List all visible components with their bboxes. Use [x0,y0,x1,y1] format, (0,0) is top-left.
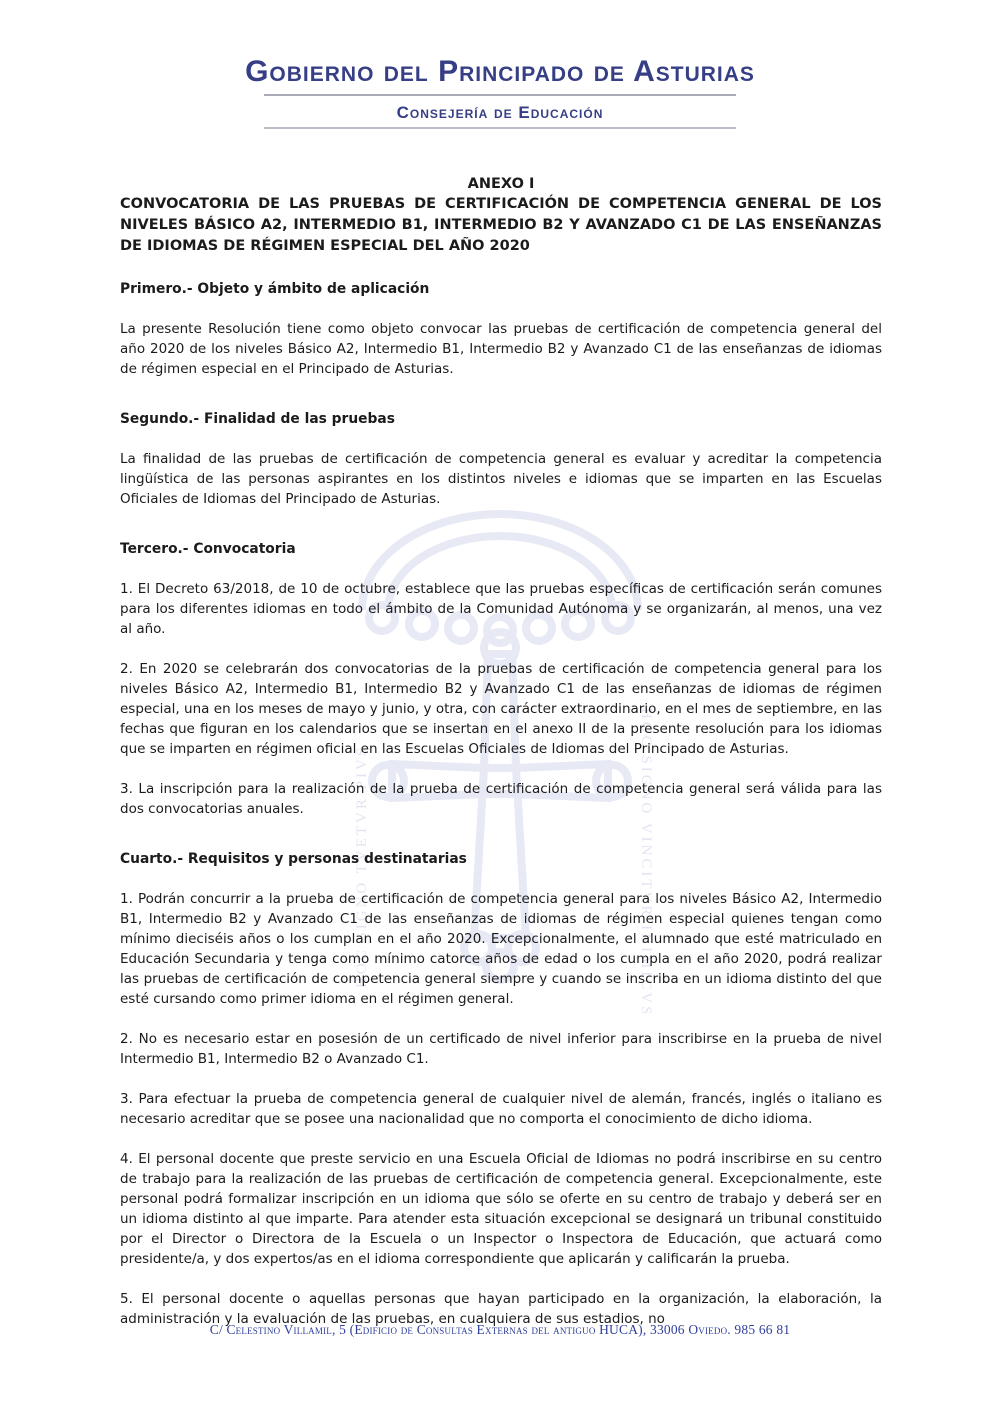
page-footer [0,1322,1000,1338]
paragraph-cuarto-1: 1. Podrán concurrir a la prueba de certificación de competencia general para los niveles Básico A2, Intermedio B1, Intermedio B2 y Avanzado C1 de las enseñanzas de idiomas de régimen especial quienes tengan como mínimo dieciséis años o los cumplan en el año 2020. Excepcionalmente, el alumnado que esté matriculado en Educación Secundaria y tenga como mínimo catorce años de edad o los cumpla en el año 2020, podrá realizar las pruebas de certificación de competencia general siempre y cuando se inscriba en un idioma distinto del que esté cursando como primer idioma en el régimen general. [120,891,882,1007]
paragraph-cuarto-4: 4. El personal docente que preste servicio en una Escuela Oficial de Idiomas no podrá inscribirse en su centro de trabajo para la realización de las pruebas de certificación de competencia general. Excepcionalmente, este personal podrá formalizar inscripción en un idioma que sólo se oferte en su centro de trabajo y deberá ser en un idioma distinto al que imparte. Para atender esta situación excepcional se designará un tribunal constituido por el Director o Directora de la Escuela o un Inspector o Inspectora de Educación, que actuará como presidente/a, y dos expertos/as en el idioma correspondiente que aplicarán y calificarán la prueba. [120,1151,882,1267]
paragraph-cuarto-3: 3. Para efectuar la prueba de competencia general de cualquier nivel de alemán, francés, inglés o italiano es necesario acreditar que se posee una nacionalidad que no comporta el conocimiento de dicho idioma. [120,1091,882,1127]
document-body [120,174,882,1329]
paragraph-cuarto-5: 5. El personal docente o aquellas personas que hayan participado en la organización, la elaboración, la administración y la evaluación de las pruebas, en cualquiera de sus estadios, no [120,1291,882,1327]
paragraph-cuarto-2: 2. No es necesario estar en posesión de un certificado de nivel inferior para inscribirse en la prueba de nivel Intermedio B1, Intermedio B2 o Avanzado C1. [120,1031,882,1067]
section-heading-tercero: Tercero.- Convocatoria [120,541,296,557]
paragraph-tercero-3: 3. La inscripción para la realización de la prueba de certificación de competencia general será válida para las dos convocatorias anuales. [120,781,882,817]
section-heading-primero: Primero.- Objeto y ámbito de aplicación [120,281,430,297]
paragraph-segundo-1: La finalidad de las pruebas de certificación de competencia general es evaluar y acreditar la competencia lingüística de las personas aspirantes en los distintos niveles e idiomas que se imparten en las Escuelas Oficiales de Idiomas del Principado de Asturias. [120,451,882,507]
header-divider-bottom [264,127,736,129]
document-title: CONVOCATORIA DE LAS PRUEBAS DE CERTIFICACIÓN DE COMPETENCIA GENERAL DE LOS NIVELES BÁSICO A2, INTERMEDIO B1, INTERMEDIO B2 Y AVANZADO C1 DE LAS ENSEÑANZAS DE IDIOMAS DE RÉGIMEN ESPECIAL DEL AÑO 2020 [120,196,882,254]
watermark-motto-right: HOC SIGNO VINCITVR INIMICVS [638,708,654,1013]
footer-address: C/ Celestino Villamil, 5 (Edificio de Consultas Externas del antiguo HUCA), 33006 Oviedo. 985 66 81 [209,1322,791,1337]
paragraph-tercero-1: 1. El Decreto 63/2018, de 10 de octubre, establece que las pruebas específicas de certificación serán comunes para los diferentes idiomas en todo el ámbito de la Comunidad Autónoma y se organizarán, al menos, una vez al año. [120,581,882,637]
government-name: Gobierno del Principado de Asturias [245,55,755,88]
paragraph-primero-1: La presente Resolución tiene como objeto convocar las pruebas de certificación de competencia general del año 2020 de los niveles Básico A2, Intermedio B1, Intermedio B2 y Avanzado C1 de las enseñanzas de idiomas de régimen especial en el Principado de Asturias. [120,321,882,377]
department-name: Consejería de Educación [396,103,604,122]
paragraph-tercero-2: 2. En 2020 se celebrarán dos convocatorias de la pruebas de certificación de competencia general para los niveles Básico A2, Intermedio B1, Intermedio B2 y Avanzado C1 de las enseñanzas de idiomas de régimen especial, una en los meses de mayo y junio, y otra, con carácter extraordinario, en el mes de septiembre, en las fechas que figuran en los calendarios que se insertan en el anexo II de la presente resolución para los idiomas que se imparten en régimen oficial en las Escuelas Oficiales de Idiomas del Principado de Asturias. [120,661,882,757]
watermark-motto-left: HOC SIGNO TVETVR PIVS [354,744,370,988]
letterhead [0,52,1000,129]
header-divider-top [264,94,736,96]
annex-title: ANEXO I [467,176,535,192]
section-heading-segundo: Segundo.- Finalidad de las pruebas [120,411,395,427]
section-heading-cuarto: Cuarto.- Requisitos y personas destinatarias [120,851,467,867]
